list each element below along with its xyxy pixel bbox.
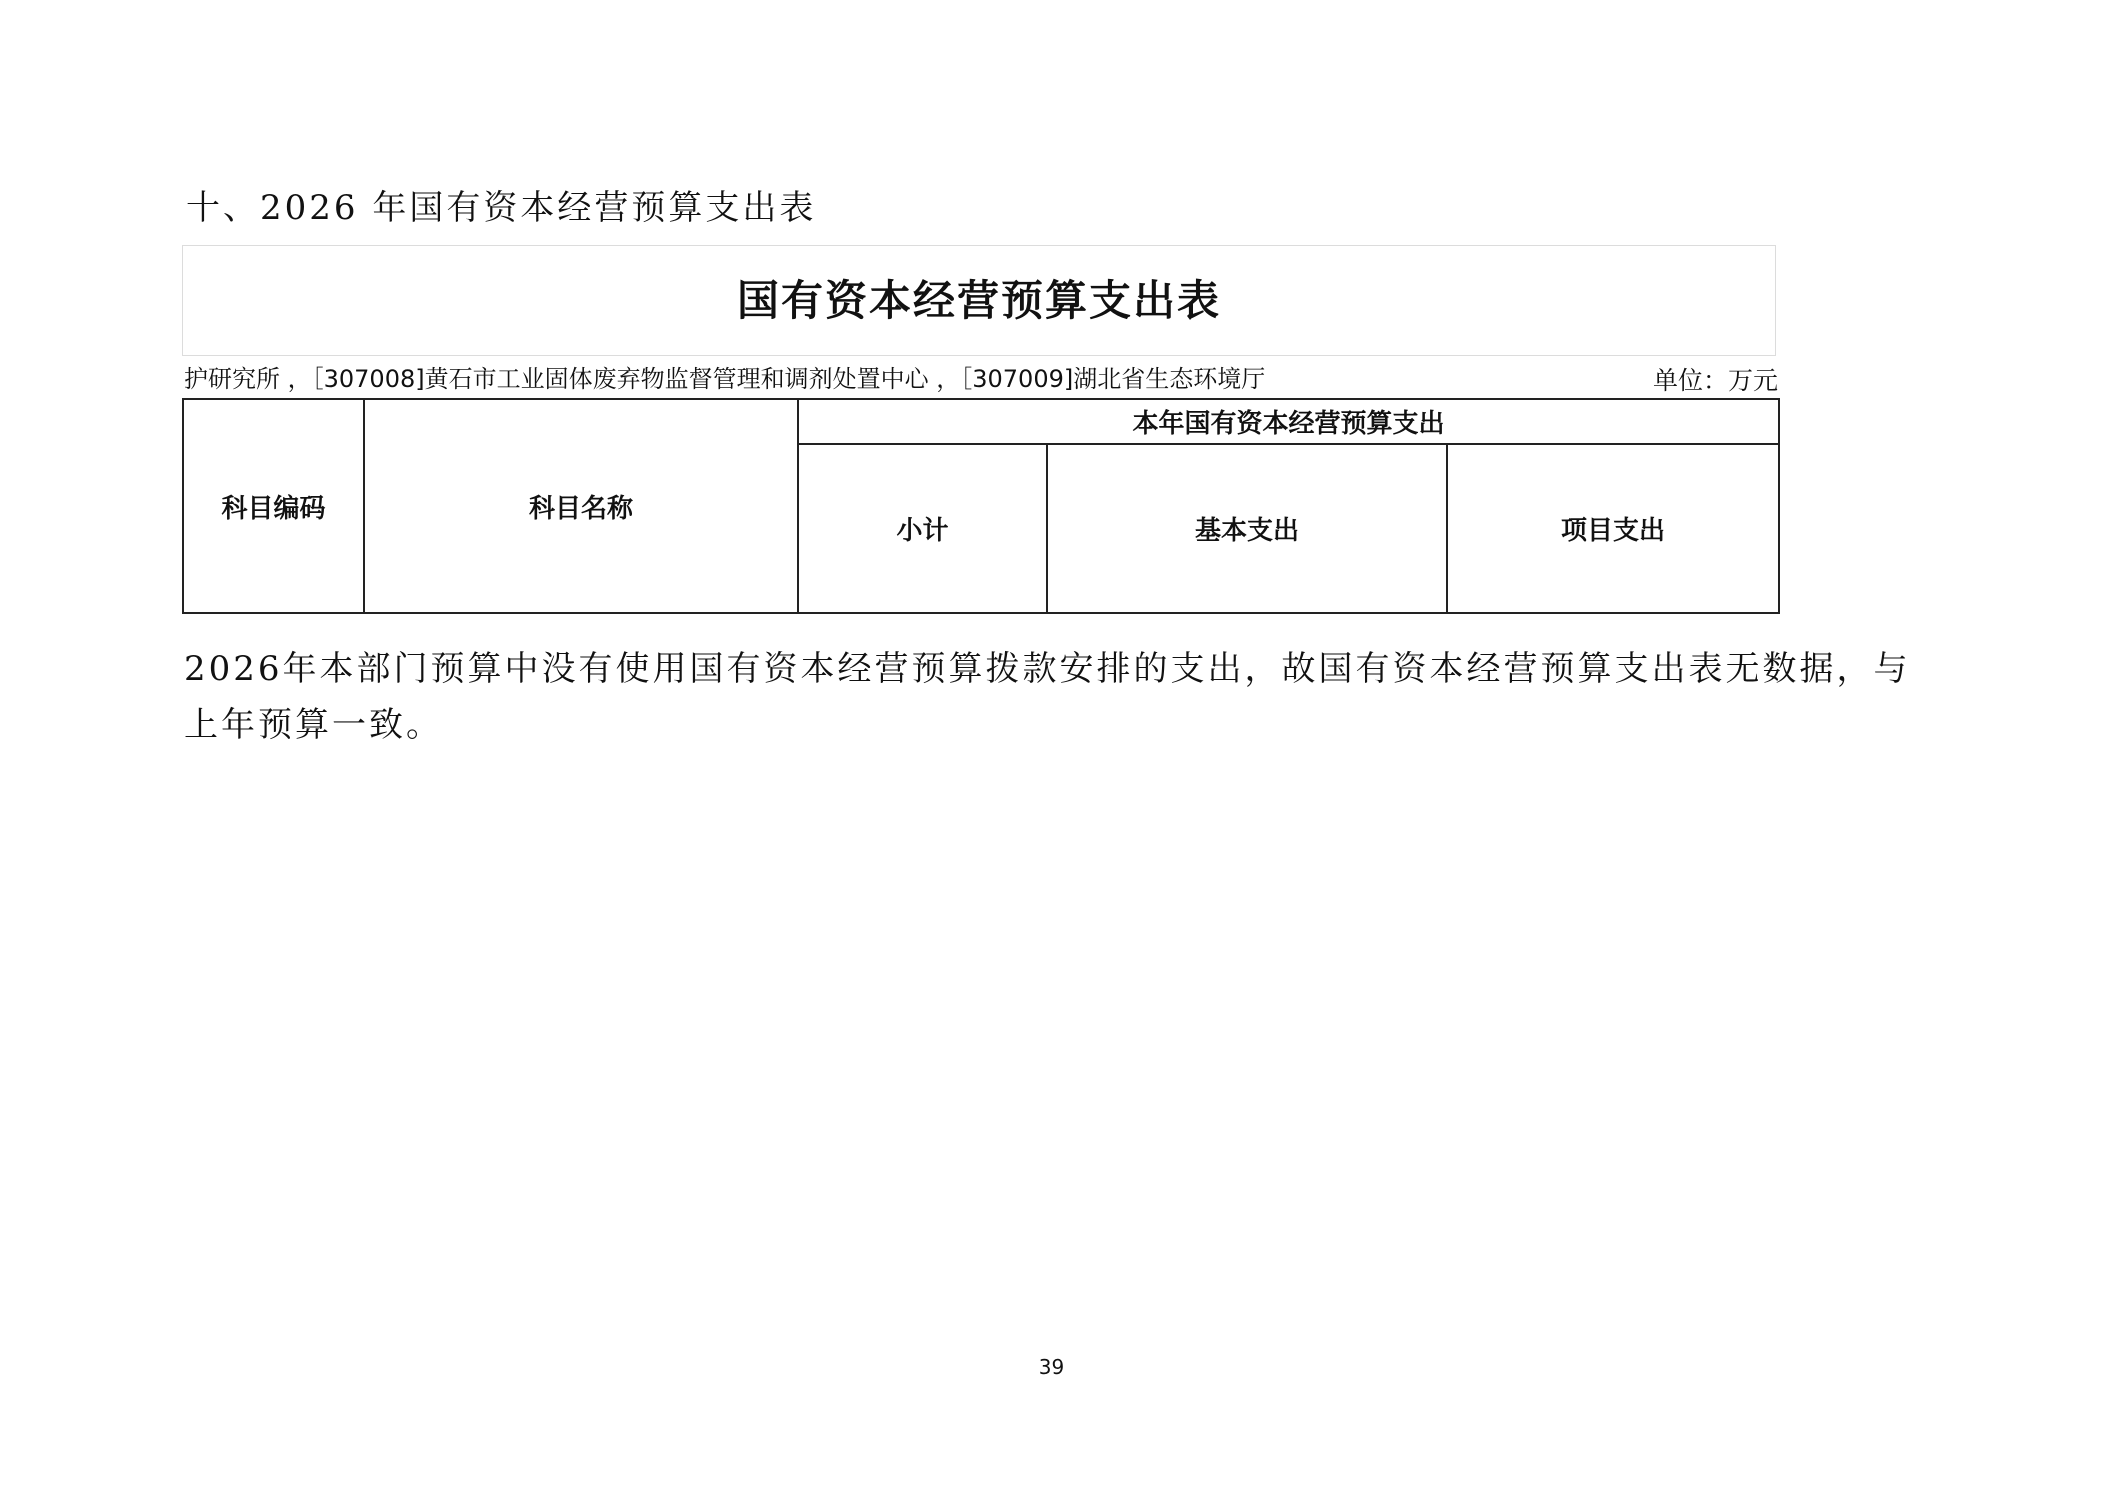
- header-subject-name: 科目名称: [364, 399, 798, 613]
- organization-line: 护研究所 ，［307008]黄石市工业固体废弃物监督管理和调剂处置中心 ，［307009]湖北省生态环境厅: [184, 365, 1266, 393]
- explanation-paragraph: 2026年本部门预算中没有使用国有资本经营预算拨款安排的支出，故国有资本经营预算支出表无数据，与上年预算一致。: [184, 649, 1911, 745]
- header-basic-expenditure: 基本支出: [1047, 444, 1447, 613]
- header-project-expenditure: 项目支出: [1447, 444, 1779, 613]
- header-subtotal: 小计: [798, 444, 1047, 613]
- budget-table: [182, 398, 1780, 614]
- table-title: 国有资本经营预算支出表: [736, 276, 1221, 325]
- unit-label: 单位：万元: [1652, 366, 1778, 395]
- budget-table-frame: [182, 245, 1778, 612]
- section-heading: 十、2026 年国有资本经营预算支出表: [186, 188, 817, 228]
- page-number: 39: [1038, 1355, 1065, 1379]
- header-current-year-expenditure: 本年国有资本经营预算支出: [798, 399, 1779, 444]
- header-subject-code: 科目编码: [183, 399, 364, 613]
